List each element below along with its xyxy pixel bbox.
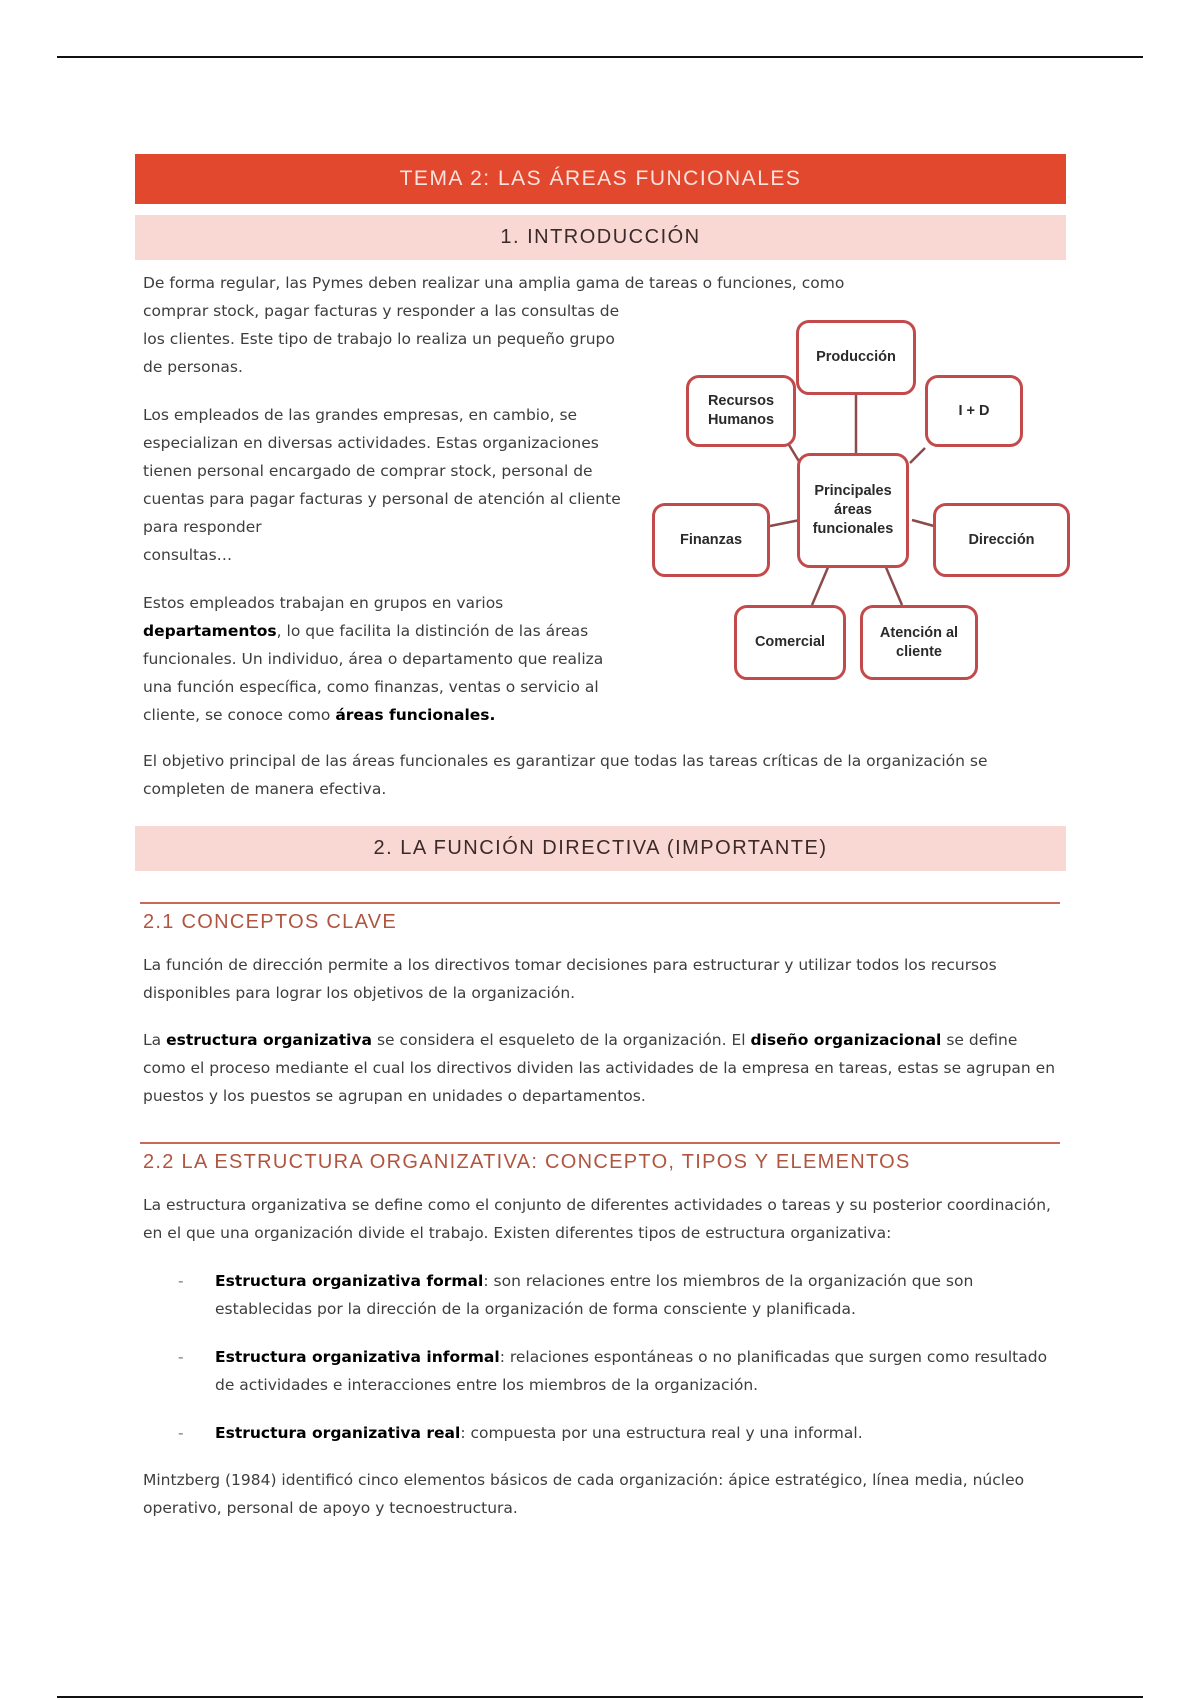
functional-areas-diagram (648, 315, 1078, 685)
connector-id (910, 448, 925, 463)
connector-direccion (912, 520, 934, 526)
top-rule (57, 56, 1143, 58)
connector-finanzas (770, 520, 800, 526)
node-finanzas: Finanzas (652, 503, 770, 577)
section-heading-funcion-directiva: 2. LA FUNCIÓN DIRECTIVA (IMPORTANTE) (135, 826, 1066, 871)
intro-paragraph-1-rest: comprar stock, pagar facturas y responder a las consultas de los clientes. Este tipo de trabajo lo realiza un pequeño grupo de personas. (143, 302, 620, 376)
node-produccion: Producción (796, 320, 916, 395)
intro-paragraph-4: El objetivo principal de las áreas funcionales es garantizar que todas las tareas críticas de la organización se completen de manera efectiva. (143, 752, 988, 798)
node-principales-areas-funcionales: Principales áreas funcionales (797, 453, 909, 568)
estructura-paragraph-1: La estructura organizativa se define como el conjunto de diferentes actividades o tareas y su posterior coordinación, en el que una organización divide el trabajo. Existen diferentes tipos de estructura organizativa: (143, 1196, 1051, 1242)
section-heading-introduccion: 1. INTRODUCCIÓN (135, 215, 1066, 260)
page-title: TEMA 2: LAS ÁREAS FUNCIONALES (135, 154, 1066, 204)
connector-atencion (885, 565, 902, 605)
node-i-d: I + D (925, 375, 1023, 447)
conceptos-paragraph-1: La función de dirección permite a los directivos tomar decisiones para estructurar y utilizar todos los recursos disponibles para lograr los objetivos de la organización. (143, 956, 997, 1002)
intro-left-column (143, 297, 623, 729)
intro-paragraph-3: Estos empleados trabajan en grupos en varios departamentos, lo que facilita la distinción de las áreas funcionales. Un individuo, área o departamento que realiza una función específica, como finanzas, ventas o servicio al cliente, se conoce como áreas funcionales. (143, 594, 604, 724)
subsection-heading-2-2: 2.2 LA ESTRUCTURA ORGANIZATIVA: CONCEPTO, TIPOS Y ELEMENTOS (143, 1151, 911, 1173)
subsection-divider-2-2 (140, 1142, 1060, 1144)
list-item-real: - Estructura organizativa real: compuesta por una estructura real y una informal. (178, 1424, 863, 1442)
subsection-heading-2-1: 2.1 CONCEPTOS CLAVE (143, 911, 398, 933)
list-item-formal: - Estructura organizativa formal: son relaciones entre los miembros de la organización que son establecidas por la dirección de la organización de forma consciente y planificada. (178, 1272, 974, 1318)
list-item-informal: - Estructura organizativa informal: relaciones espontáneas o no planificadas que surgen como resultado de actividades e interacciones entre los miembros de la organización. (178, 1348, 1048, 1394)
node-comercial: Comercial (734, 605, 846, 680)
node-recursos-humanos: Recursos Humanos (686, 375, 796, 447)
intro-paragraph-2: Los empleados de las grandes empresas, en cambio, se especializan en diversas actividades. Estas organizaciones tienen personal encargado de comprar stock, personal de cuentas para pagar facturas y personal de atención al cliente para responder consultas… (143, 406, 621, 564)
subsection-2-1-body (143, 951, 1058, 1110)
bottom-rule (57, 1696, 1143, 1698)
mintzberg-paragraph: Mintzberg (1984) identificó cinco elementos básicos de cada organización: ápice estratégico, línea media, núcleo operativo, personal de apoyo y tecnoestructura. (143, 1471, 1025, 1517)
subsection-divider-2-1 (140, 902, 1060, 904)
conceptos-paragraph-2: La estructura organizativa se considera el esqueleto de la organización. El diseño organizacional se define como el proceso mediante el cual los directivos dividen las actividades de la empresa en tareas, estas se agrupan en puestos y los puestos se agrupan en unidades o departamentos. (143, 1031, 1056, 1105)
estructura-types-list (178, 1267, 1058, 1467)
node-atencion-al-cliente: Atención al cliente (860, 605, 978, 680)
intro-paragraph-1-line-1: De forma regular, las Pymes deben realizar una amplia gama de tareas o funciones, como (143, 274, 845, 292)
node-direccion: Dirección (933, 503, 1070, 577)
connector-comercial (812, 565, 829, 605)
